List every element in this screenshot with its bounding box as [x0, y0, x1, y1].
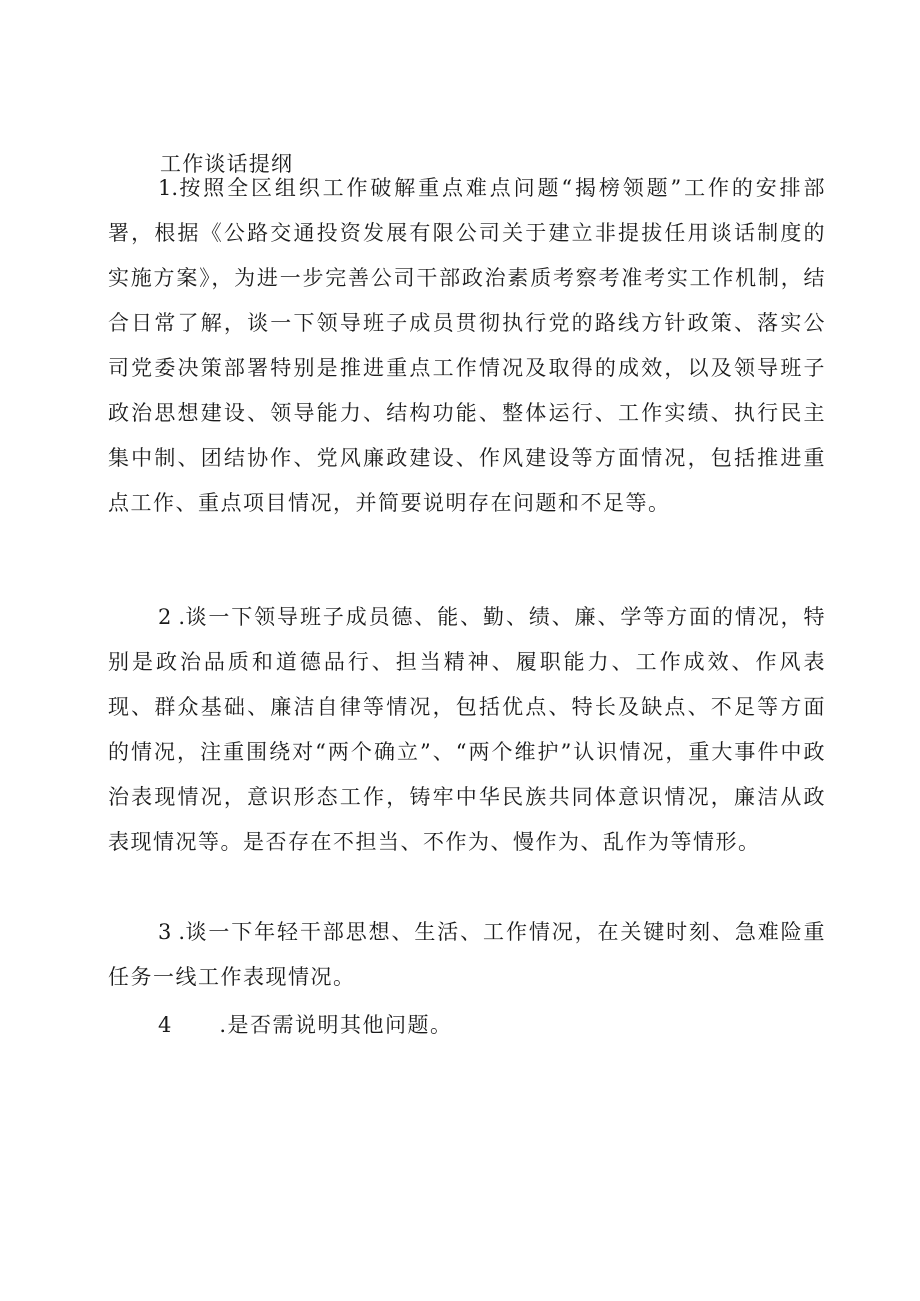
item-text: 按照全区组织工作破解重点难点问题“揭榜领题”工作的安排部署，根据《公路交通投资发展有限公司关于建立非提拔任用谈话制度的实施方案》，为进一步完善公司干部政治素质考察考准考实工作机制，结合日常了解，谈一下领导班子成员贯彻执行党的路线方针政策、落实公司党委决策部署特别是推进重点工作情况及取得的成效，以及领导班子政治思想建设、领导能力、结构功能、整体运行、工作实绩、执行民主集中制、团结协作、党风廉政建设、作风建设等方面情况，包括推进重点工作、重点项目情况，并简要说明存在问题和不足等。 [108, 176, 826, 515]
outline-item-4 [108, 1003, 826, 1048]
outline-item-2 [108, 595, 826, 865]
outline-item-3 [108, 910, 826, 1000]
item-number: 3 . [158, 920, 186, 944]
document-title: 工作谈话提纲 [160, 152, 294, 176]
item-number: 1. [158, 176, 179, 200]
item-text: .是否需说明其他问题。 [219, 1013, 453, 1037]
outline-item-1 [108, 166, 826, 526]
item-text: 谈一下领导班子成员德、能、勤、绩、廉、学等方面的情况，特别是政治品质和道德品行、担当精神、履职能力、工作成效、作风表现、群众基础、廉洁自律等情况，包括优点、特长及缺点、不足等方面的情况，注重围绕对“两个确立”、“两个维护”认识情况，重大事件中政治表现情况，意识形态工作，铸牢中华民族共同体意识情况，廉洁从政表现情况等。是否存在不担当、不作为、慢作为、乱作为等情形。 [108, 605, 826, 854]
item-number: 2 . [158, 605, 186, 629]
item-number: 4 [158, 1013, 172, 1037]
item-text: 谈一下年轻干部思想、生活、工作情况，在关键时刻、急难险重任务一线工作表现情况。 [108, 920, 826, 989]
